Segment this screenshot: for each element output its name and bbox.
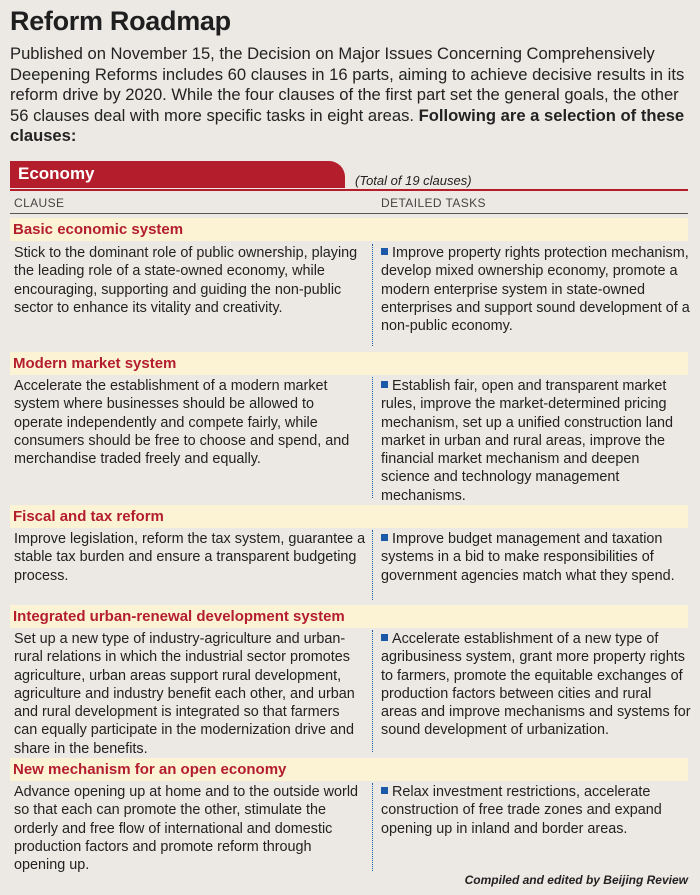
intro-text: Published on November 15, the Decision on Major Issues Concerning Comprehensively Deepening Reforms includes 60 clauses in 16 parts, aiming to achieve decisive results in its reform drive by 2020. While the four clauses of the first part set the general goals, the other 56 clauses deal with more specific tasks in eight areas. (10, 44, 685, 125)
economy-banner (10, 161, 345, 188)
task-text-content: Accelerate establishment of a new type of agribusiness system, grant more property rights to farmers, promote the equitable exchanges of production factors between cities and rural areas and improve mechanisms and systems for sound development of urbanization. (381, 631, 691, 739)
total-clauses-note: (Total of 19 clauses) (355, 173, 472, 188)
clause-text: Advance opening up at home and to the outside world so that each can promote the other, stimulate the orderly and free flow of international and domestic production factors and promote reform through opening up. (14, 784, 359, 874)
task-text-content: Relax investment restrictions, accelerate construction of free trade zones and expand opening up in inland and border areas. (381, 784, 662, 837)
intro-paragraph (10, 44, 694, 147)
intro-bold-text: Following are a selection of these clauses: (10, 105, 685, 145)
column-divider (372, 244, 373, 346)
section-title: Modern market system (13, 355, 177, 372)
task-text (381, 377, 691, 505)
section-header (10, 505, 688, 528)
square-bullet-icon (381, 534, 388, 541)
section-title: Basic economic system (13, 221, 184, 238)
column-divider (372, 783, 373, 871)
clause-text: Improve legislation, reform the tax system, guarantee a stable tax burden and ensure a transparent budgeting process. (14, 531, 366, 584)
task-text-content: Improve property rights protection mechanism, develop mixed ownership economy, promote a modern enterprise system in state-owned enterprises and support sound development of a non-public economy. (381, 245, 690, 335)
clause-text: Accelerate the establishment of a modern market system where businesses should be allowed to operate independently and compete fairly, while consumers should be free to choose and spend, and merchandise traded freely and equally. (14, 378, 350, 468)
column-divider (372, 377, 373, 498)
header-rule (10, 213, 688, 214)
task-text-content: Establish fair, open and transparent market rules, improve the market-determined pricing mechanism, set up a unified construction land market in urban and rural areas, improve the financial market mechanism and deepen science and technology management mechanisms. (381, 378, 673, 504)
section-header (10, 605, 688, 628)
square-bullet-icon (381, 634, 388, 641)
column-header-clause: CLAUSE (14, 196, 65, 210)
section-header (10, 218, 688, 241)
section-header (10, 352, 688, 375)
task-text (381, 244, 691, 335)
banner-label: Economy (18, 164, 95, 183)
task-text (381, 530, 691, 585)
section-header (10, 758, 688, 781)
section-title: Fiscal and tax reform (13, 508, 164, 525)
column-divider (372, 630, 373, 752)
square-bullet-icon (381, 248, 388, 255)
clause-text: Stick to the dominant role of public ownership, playing the leading role of a state-owned economy, while encouraging, supporting and guiding the non-public sector to enhance its vitality and creativity. (14, 245, 358, 316)
credit-line: Compiled and edited by Beijing Review (464, 873, 688, 887)
page-title: Reform Roadmap (10, 6, 231, 36)
section-title: New mechanism for an open economy (13, 761, 287, 778)
task-text (381, 630, 691, 740)
square-bullet-icon (381, 787, 388, 794)
top-rule (10, 189, 688, 191)
task-text-content: Improve budget management and taxation systems in a bid to make responsibilities of government agencies match what they spend. (381, 531, 675, 584)
column-divider (372, 530, 373, 600)
task-text (381, 783, 691, 838)
column-header-tasks: DETAILED TASKS (381, 196, 486, 210)
clause-text: Set up a new type of industry-agriculture and urban-rural relations in which the industrial sector promotes agriculture, urban areas support rural development, agriculture and industry benefit each other, and urban and rural development is integrated so that farmers can equally participate in the modernization drive and share in the benefits. (14, 631, 355, 757)
square-bullet-icon (381, 381, 388, 388)
section-title: Integrated urban-renewal development system (13, 608, 345, 625)
